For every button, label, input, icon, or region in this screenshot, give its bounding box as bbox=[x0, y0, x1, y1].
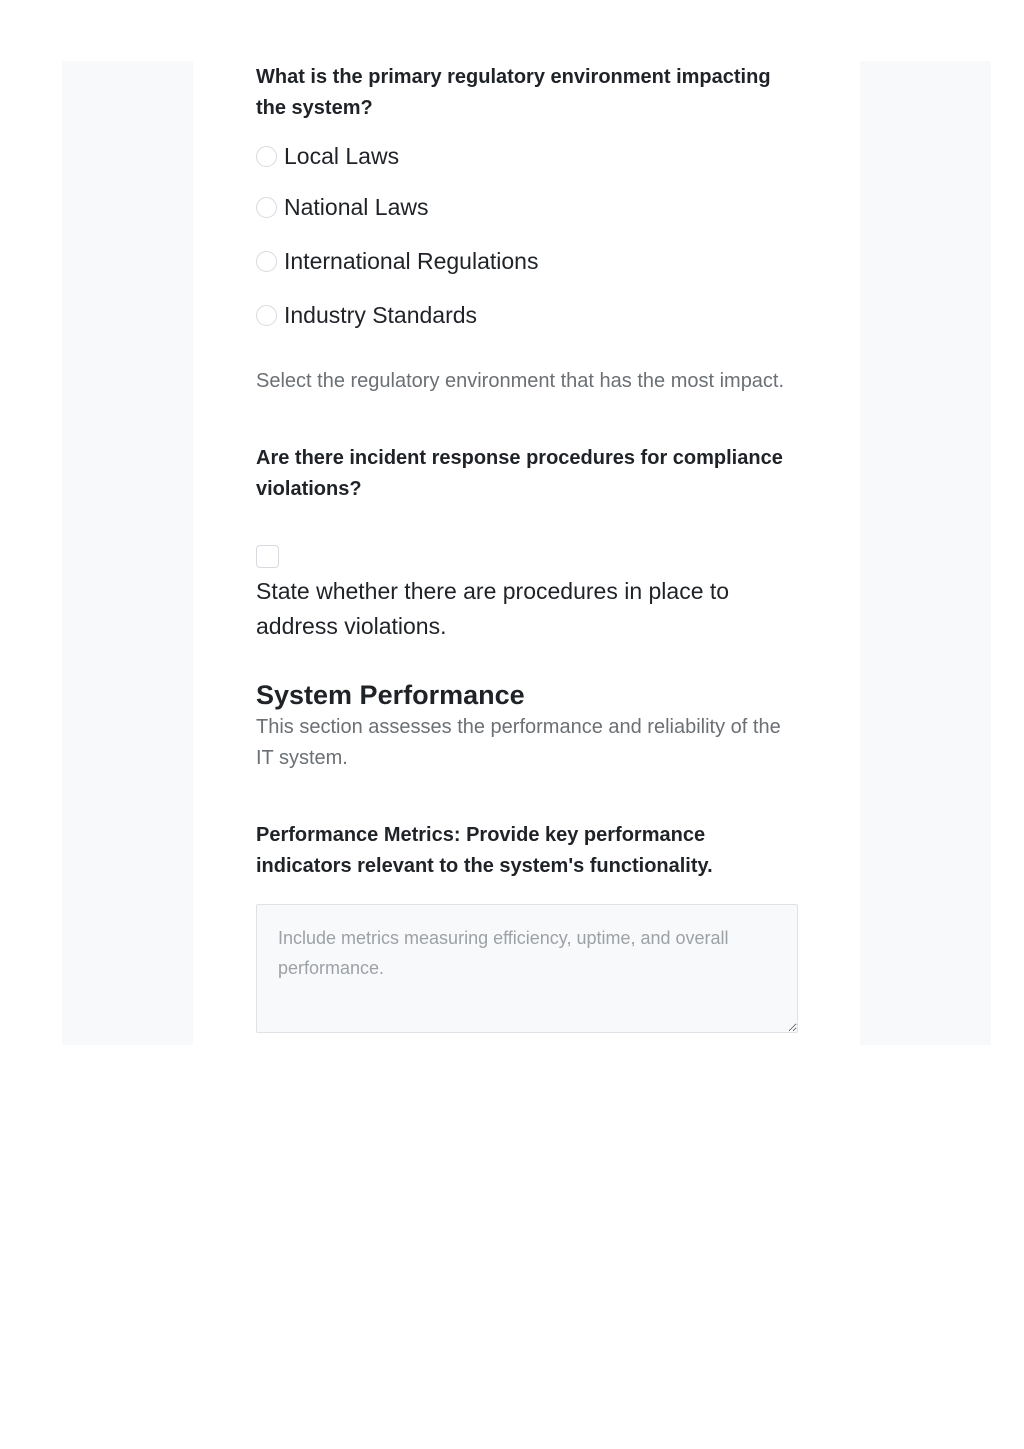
radio-label-local-laws[interactable]: Local Laws bbox=[284, 142, 400, 169]
radio-button-international-regulations[interactable] bbox=[256, 251, 277, 272]
radio-option-industry-standards[interactable] bbox=[256, 288, 798, 342]
radio-label-industry-standards[interactable]: Industry Standards bbox=[284, 301, 478, 328]
metrics-question-label: Performance Metrics: Provide key performance indicators relevant to the system's functionality. bbox=[256, 824, 713, 877]
section-title: System Performance bbox=[256, 680, 525, 710]
radio-label-national-laws[interactable]: National Laws bbox=[284, 193, 429, 220]
incident-question-label: Are there incident response procedures for compliance violations? bbox=[256, 447, 783, 500]
radio-label-international-regulations[interactable]: International Regulations bbox=[284, 247, 539, 274]
incident-checkbox-description: State whether there are procedures in place to address violations. bbox=[256, 578, 730, 639]
right-gutter-panel bbox=[860, 61, 991, 1045]
radio-button-industry-standards[interactable] bbox=[256, 305, 277, 326]
system-performance-section bbox=[256, 679, 798, 774]
radio-option-local-laws[interactable] bbox=[256, 132, 798, 180]
regulatory-question bbox=[256, 61, 798, 397]
left-gutter-panel bbox=[62, 61, 193, 1045]
form-content bbox=[256, 61, 798, 1033]
radio-option-international-regulations[interactable] bbox=[256, 234, 798, 288]
performance-metrics-textarea[interactable] bbox=[256, 904, 798, 1033]
radio-button-national-laws[interactable] bbox=[256, 197, 277, 218]
incident-question bbox=[256, 443, 798, 644]
section-description: This section assesses the performance and reliability of the IT system. bbox=[256, 716, 781, 769]
regulatory-radio-group bbox=[256, 132, 798, 342]
radio-button-local-laws[interactable] bbox=[256, 146, 277, 167]
radio-option-national-laws[interactable] bbox=[256, 180, 798, 234]
regulatory-help-text: Select the regulatory environment that has the most impact. bbox=[256, 370, 785, 392]
regulatory-question-label: What is the primary regulatory environment impacting the system? bbox=[256, 66, 771, 119]
metrics-question bbox=[256, 820, 798, 1033]
incident-procedures-checkbox[interactable] bbox=[256, 545, 279, 568]
